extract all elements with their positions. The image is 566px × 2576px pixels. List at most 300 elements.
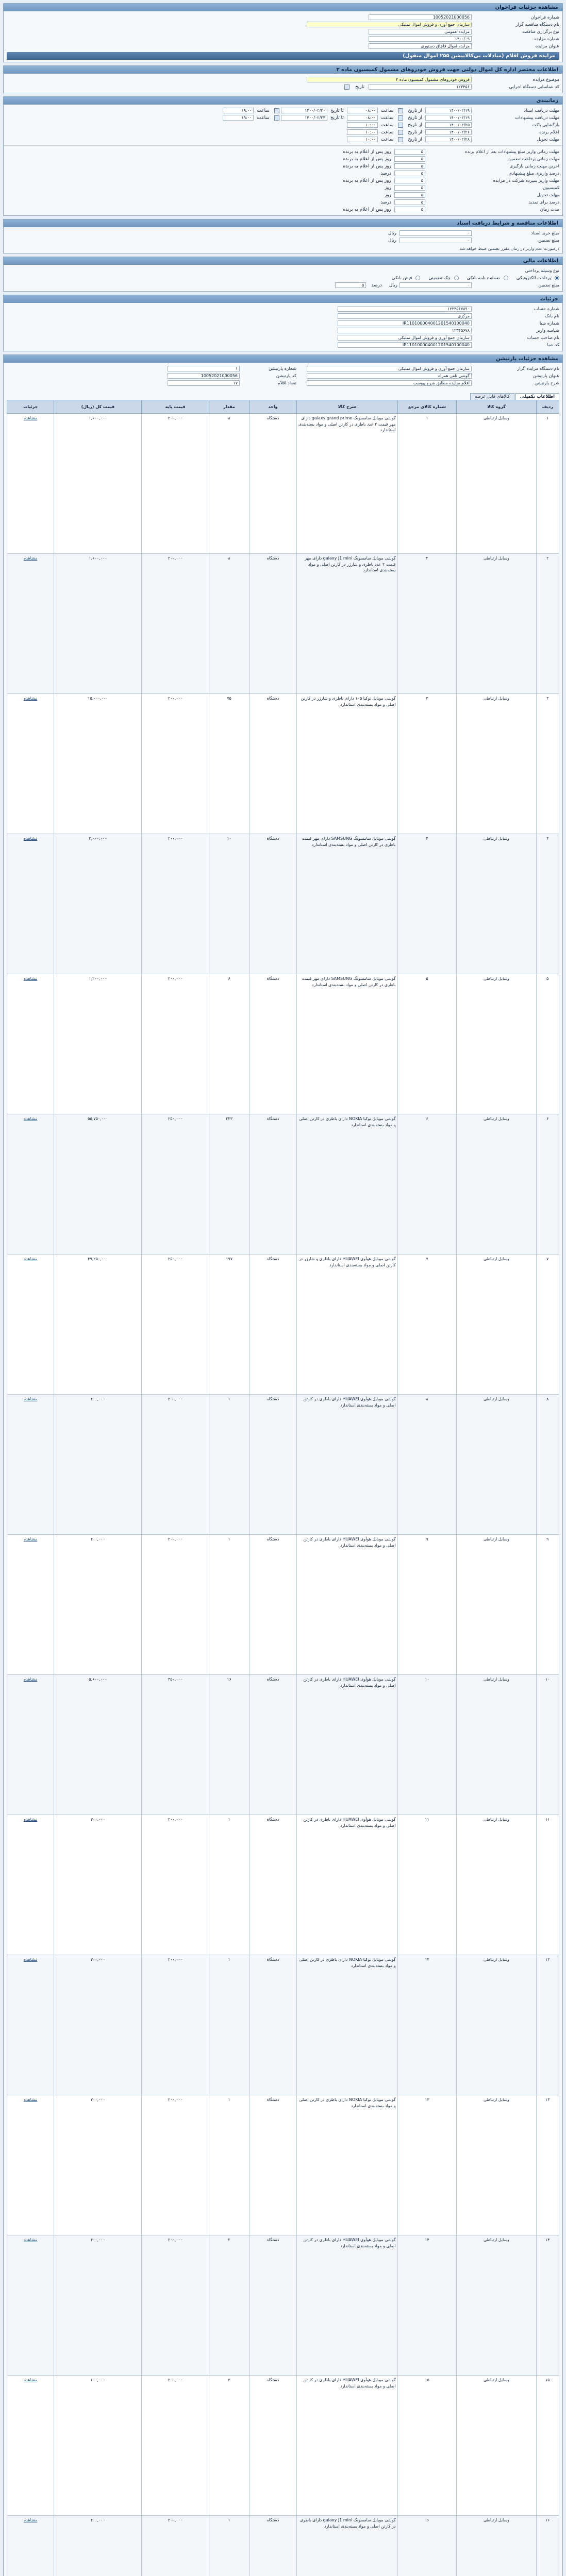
table-cell-c: ۱۱ xyxy=(397,1815,457,1955)
table-cell-u: دستگاه xyxy=(249,1255,296,1395)
hour-label: ساعت xyxy=(380,122,394,128)
column-header: جزئیات xyxy=(7,400,54,414)
table-cell-p: ۳۵۰,۰۰۰ xyxy=(142,1675,209,1815)
setting-5-row xyxy=(7,184,559,191)
account-0-field[interactable]: ۱۲۳۴۵۶۷۸۹۰ xyxy=(338,306,472,312)
unit-label: روز پس از اعلام به برنده xyxy=(343,149,391,155)
table-cell-t: ۲۰۰,۰۰۰ xyxy=(54,2516,142,2576)
table-cell-x[interactable]: مشاهده xyxy=(7,554,54,694)
unit-label: درصد xyxy=(380,171,391,176)
banner: مزایده فروش اقلام (مبادلات بی‌کالاییشن ۲۵۵ اموال منقول) xyxy=(7,52,559,60)
table-cell-g: وسایل ارتباطی xyxy=(457,1955,536,2095)
calendar-icon[interactable] xyxy=(398,130,403,135)
table-cell-x[interactable]: مشاهده xyxy=(7,1255,54,1395)
calendar-icon[interactable] xyxy=(274,108,279,113)
table-cell-x[interactable]: مشاهده xyxy=(7,414,54,554)
account-4-label: نام صاحب حساب xyxy=(527,335,559,341)
table-cell-q: ۳ xyxy=(209,2376,249,2516)
schedule-0-label: مهلت دریافت اسناد xyxy=(524,108,559,113)
table-cell-t: ۱,۶۰۰,۰۰۰ xyxy=(54,554,142,694)
unit-label: ریال xyxy=(388,238,396,243)
schedule-0-row xyxy=(7,107,559,114)
table-cell-t: ۴۰۰,۰۰۰ xyxy=(54,2235,142,2376)
table-cell-u: دستگاه xyxy=(249,554,296,694)
table-cell-x[interactable]: مشاهده xyxy=(7,1395,54,1535)
table-cell-n: ۱ xyxy=(536,414,559,554)
table-cell-x[interactable]: مشاهده xyxy=(7,2095,54,2235)
setting-2-row xyxy=(7,163,559,170)
table-cell-q: ۱ xyxy=(209,2516,249,2576)
tab-items[interactable]: کالاهای قابل عرضه xyxy=(470,393,514,400)
column-header: گروه کالا xyxy=(457,400,536,414)
unit-label: روز پس از اعلام به برنده xyxy=(343,178,391,183)
setting-2-field[interactable]: ۵ xyxy=(394,163,425,169)
setting-1-label: مهلت زمانی پرداخت تضمین xyxy=(508,156,559,162)
table-cell-p: ۲۰۰,۰۰۰ xyxy=(142,2376,209,2516)
setting-4-row xyxy=(7,177,559,184)
schedule-3-field[interactable]: ۱۴۰۰/۰۲/۲۶ xyxy=(425,129,472,135)
account-0-row xyxy=(7,306,559,312)
table-cell-q: ۱۹۷ xyxy=(209,1255,249,1395)
table-cell-p: ۲۰۰,۰۰۰ xyxy=(142,2516,209,2576)
table-cell-d: گوشی موبایل هوآوی HUAWEI دارای باطری در کارتن اصلی و مواد بسته‌بندی استاندارد xyxy=(296,1675,397,1815)
table-cell-n: ۲ xyxy=(536,554,559,694)
table-cell-d: گوشی موبایل نوکیا NOKIA دارای باطری در کارتن اصلی و مواد بسته‌بندی استاندارد xyxy=(296,2095,397,2235)
time-field[interactable]: ۰۸:۰۰ xyxy=(347,108,378,113)
time-to-field[interactable]: ۱۹:۰۰ xyxy=(223,108,254,113)
table-cell-g: وسایل ارتباطی xyxy=(457,1255,536,1395)
table-cell-x[interactable]: مشاهده xyxy=(7,834,54,974)
table-cell-n: ۱۴ xyxy=(536,2235,559,2376)
table-cell-n: ۷ xyxy=(536,1255,559,1395)
table-cell-g: وسایل ارتباطی xyxy=(457,414,536,554)
doc-1-label: مبلغ تضمین xyxy=(538,238,559,243)
percent-field[interactable]: ۵ xyxy=(335,282,366,288)
table-cell-g: وسایل ارتباطی xyxy=(457,974,536,1114)
account-1-field[interactable]: مرکزی xyxy=(338,313,472,319)
table-cell-x[interactable]: مشاهده xyxy=(7,1114,54,1255)
calendar-icon[interactable] xyxy=(398,115,403,121)
setting-0-field[interactable]: ۵ xyxy=(394,149,425,155)
table-cell-x[interactable]: مشاهده xyxy=(7,2516,54,2576)
table-cell-p: ۲۰۰,۰۰۰ xyxy=(142,694,209,834)
partition-1-field[interactable]: گوشی تلفن همراه xyxy=(307,373,472,379)
account-2-row xyxy=(7,320,559,327)
table-cell-p: ۲۰۰,۰۰۰ xyxy=(142,834,209,974)
time-field[interactable]: ۱۰:۰۰ xyxy=(347,129,378,135)
setting-0-label: مهلت زمانی واریز مبلغ پیشنهادات بعد از اعلام برنده xyxy=(464,149,559,155)
guarantee-amount-field[interactable]: ۰ xyxy=(399,282,472,288)
table-cell-n: ۹ xyxy=(536,1535,559,1675)
summary-section xyxy=(3,65,563,93)
table-cell-q: ۱ xyxy=(209,1815,249,1955)
schedule-2-field[interactable]: ۱۴۰۰/۰۲/۲۵ xyxy=(425,122,472,128)
setting-6-field[interactable]: ۵ xyxy=(394,192,425,198)
partition-0-label: نام دستگاه مزایده گزار xyxy=(517,366,559,371)
calendar-icon[interactable] xyxy=(274,115,279,121)
tender-4-label: عنوان مزایده xyxy=(535,43,559,49)
tender-3-label: شماره مزایده xyxy=(534,36,559,42)
table-cell-n: ۱۵ xyxy=(536,2376,559,2516)
hour-label: ساعت xyxy=(380,137,394,142)
setting-1-field[interactable]: ۵ xyxy=(394,156,425,162)
items-table xyxy=(7,400,559,2576)
table-cell-u: دستگاه xyxy=(249,2516,296,2576)
table-row xyxy=(7,1535,559,1675)
account-4-row xyxy=(7,334,559,341)
table-cell-u: دستگاه xyxy=(249,1535,296,1675)
table-cell-p: ۲۰۰,۰۰۰ xyxy=(142,554,209,694)
from-label: از تاریخ xyxy=(408,137,422,142)
table-cell-t: ۱۵,۰۰۰,۰۰۰ xyxy=(54,694,142,834)
table-cell-c: ۱۵ xyxy=(397,2376,457,2516)
doc-0-label: مبلغ خرید اسناد xyxy=(530,230,559,236)
table-row xyxy=(7,1255,559,1395)
partition-2-label: شرح پارتیشن xyxy=(534,380,559,386)
payment-guarantee-label: ضمانت نامه بانکی xyxy=(467,275,500,281)
table-cell-d: گوشی موبایل نوکیا ۱۰۵ دارای باطری و شارژر در کارتن اصلی و مواد بسته‌بندی استاندارد xyxy=(296,694,397,834)
table-cell-d: گوشی موبایل هوآوی HUAWEI دارای باطری در کارتن اصلی و مواد بسته‌بندی استاندارد xyxy=(296,2376,397,2516)
table-cell-u: دستگاه xyxy=(249,2235,296,2376)
setting-3-label: درصد واریزی مبلغ پیشنهادی xyxy=(508,171,559,176)
setting-8-field[interactable]: ۵ xyxy=(394,207,425,212)
calendar-icon[interactable] xyxy=(344,84,349,90)
table-row xyxy=(7,974,559,1114)
account-2-label: شماره شبا xyxy=(539,320,559,326)
table-row xyxy=(7,2516,559,2576)
partition-label-2: کد پارتیشن xyxy=(276,373,296,379)
table-cell-q: ۱ xyxy=(209,1955,249,2095)
table-cell-t: ۵۵,۷۵۰,۰۰۰ xyxy=(54,1114,142,1255)
doc-1-row xyxy=(7,237,559,244)
account-5-row xyxy=(7,342,559,348)
table-row xyxy=(7,414,559,554)
table-cell-q: ۱ xyxy=(209,1395,249,1535)
table-cell-p: ۲۵۰,۰۰۰ xyxy=(142,1114,209,1255)
tender-2-field[interactable]: مزایده عمومی xyxy=(369,29,472,35)
table-cell-d: گوشی موبایل هوآوی HUAWEI دارای باطری در کارتن اصلی و مواد بسته‌بندی استاندارد xyxy=(296,2235,397,2376)
table-cell-x[interactable]: مشاهده xyxy=(7,1955,54,2095)
table-cell-p: ۲۰۰,۰۰۰ xyxy=(142,414,209,554)
tender-4-field[interactable]: مزایده اموال قاچاق دستوری xyxy=(369,43,472,49)
tender-0-field[interactable]: 10052021000056 xyxy=(369,14,472,20)
table-cell-c: ۱ xyxy=(397,414,457,554)
partition-section xyxy=(3,354,563,2576)
schedule-4-row xyxy=(7,136,559,143)
table-cell-p: ۲۵۰,۰۰۰ xyxy=(142,1255,209,1395)
table-cell-q: ۸ xyxy=(209,414,249,554)
table-cell-d: گوشی موبایل نوکیا NOKIA دارای باطری در کارتن اصلی و مواد بسته‌بندی استاندارد xyxy=(296,1955,397,2095)
date-to-field[interactable]: ۱۴۰۰/۰۲/۲۴ xyxy=(281,115,327,121)
table-cell-p: ۲۰۰,۰۰۰ xyxy=(142,2235,209,2376)
table-cell-t: ۲۰۰,۰۰۰ xyxy=(54,1955,142,2095)
schedule-3-label: اعلام برنده xyxy=(539,129,559,135)
setting-4-label: مهلت واریز سپرده شرکت در مزایده xyxy=(493,178,559,183)
tender-3-field[interactable]: ۱۴۰۰/۰۹ xyxy=(369,36,472,42)
table-cell-c: ۳ xyxy=(397,694,457,834)
account-1-row xyxy=(7,313,559,319)
schedule-1-row xyxy=(7,114,559,121)
column-header: قیمت کل (ریال) xyxy=(54,400,142,414)
setting-6-row xyxy=(7,192,559,198)
tender-4-row xyxy=(7,43,559,49)
table-cell-n: ۱۰ xyxy=(536,1675,559,1815)
schedule-4-label: مهلت تحویل xyxy=(537,137,559,142)
column-header: قیمت پایه xyxy=(142,400,209,414)
schedule-1-label: مهلت دریافت پیشنهادات xyxy=(514,115,559,121)
setting-8-row xyxy=(7,206,559,213)
time-field[interactable]: ۰۸:۰۰ xyxy=(347,115,378,121)
table-cell-c: ۵ xyxy=(397,974,457,1114)
documents-section xyxy=(3,219,563,253)
table-cell-d: گوشی موبایل سامسونگ galaxy J1 mini دارای مهر قیمت ۲ عدد باطری و شارژر در کارتن اصلی و مواد بسته‌بندی استاندارد xyxy=(296,554,397,694)
table-cell-t: ۵,۶۰۰,۰۰۰ xyxy=(54,1675,142,1815)
setting-3-row xyxy=(7,170,559,177)
account-2-field[interactable]: IR110100004001201540100040 xyxy=(338,320,472,326)
payment-guarantee-radio[interactable] xyxy=(504,276,508,280)
table-cell-g: وسایل ارتباطی xyxy=(457,554,536,694)
table-cell-t: ۶۰۰,۰۰۰ xyxy=(54,2376,142,2516)
tender-2-row xyxy=(7,28,559,35)
unit-label: ریال xyxy=(388,230,396,236)
table-cell-u: دستگاه xyxy=(249,2095,296,2235)
section-header: جزئیات xyxy=(4,295,562,303)
setting-4-field[interactable]: ۵ xyxy=(394,178,425,183)
table-cell-p: ۲۰۰,۰۰۰ xyxy=(142,1815,209,1955)
table-cell-g: وسایل ارتباطی xyxy=(457,1675,536,1815)
tender-details-section xyxy=(3,3,563,62)
table-cell-g: وسایل ارتباطی xyxy=(457,834,536,974)
table-row xyxy=(7,2095,559,2235)
unit-label: روز xyxy=(384,192,391,198)
table-cell-u: دستگاه xyxy=(249,974,296,1114)
table-cell-d: گوشی موبایل هوآوی HUAWEI دارای باطری در کارتن اصلی و مواد بسته‌بندی استاندارد xyxy=(296,1815,397,1955)
schedule-0-field[interactable]: ۱۴۰۰/۰۲/۱۹ xyxy=(425,108,472,113)
setting-7-label: درصد برای تمدید xyxy=(528,199,559,205)
table-cell-d: گوشی موبایل سامسونگ galaxy J1 mini دارای باطری در کارتن اصلی و مواد بسته‌بندی استاندارد xyxy=(296,2516,397,2576)
percent-label: درصد xyxy=(371,282,382,288)
table-cell-t: ۲۰۰,۰۰۰ xyxy=(54,1395,142,1535)
branch-field[interactable]: ۱۲۳۴۵۶ xyxy=(369,84,472,90)
date-to-field[interactable]: ۱۴۰۰/۰۲/۲۰ xyxy=(281,108,327,113)
setting-5-field[interactable]: ۵ xyxy=(394,185,425,191)
table-cell-u: دستگاه xyxy=(249,1395,296,1535)
tender-2-label: نوع برگزاری مناقصه xyxy=(522,29,559,35)
hour-label: ساعت xyxy=(380,129,394,135)
payment-slip-label: فیش بانکی xyxy=(392,275,412,281)
time-field[interactable]: ۱۰:۰۰ xyxy=(347,122,378,128)
calendar-icon[interactable] xyxy=(398,137,403,142)
schedule-3-row xyxy=(7,129,559,135)
tender-3-row xyxy=(7,36,559,42)
setting-0-row xyxy=(7,148,559,155)
hour-label: ساعت xyxy=(257,115,270,121)
table-cell-c: ۴ xyxy=(397,834,457,974)
table-cell-t: ۲۰۰,۰۰۰ xyxy=(54,2095,142,2235)
table-cell-g: وسایل ارتباطی xyxy=(457,2376,536,2516)
partition-label-2: تعداد اقلام xyxy=(277,380,296,386)
partition-field-2[interactable]: ۱ xyxy=(168,366,240,371)
setting-2-label: آخرین مهلت زمانی بارگیری xyxy=(509,163,559,169)
table-row xyxy=(7,1114,559,1255)
tender-1-row xyxy=(7,21,559,28)
table-cell-x[interactable]: مشاهده xyxy=(7,974,54,1114)
table-cell-d: گوشی موبایل سامسونگ SAMSUNG دارای مهر قیمت باطری در کارتن اصلی و مواد بسته‌بندی استاندارد xyxy=(296,834,397,974)
table-cell-c: ۱۶ xyxy=(397,2516,457,2576)
table-cell-t: ۲۰۰,۰۰۰ xyxy=(54,1815,142,1955)
table-cell-d: گوشی موبایل سامسونگ SAMSUNG دارای مهر قیمت باطری در کارتن اصلی و مواد بسته‌بندی استاندارد xyxy=(296,974,397,1114)
unit-label: درصد xyxy=(380,199,391,205)
payment-cheque-radio[interactable] xyxy=(454,276,459,280)
tender-0-row xyxy=(7,14,559,21)
table-row xyxy=(7,694,559,834)
table-cell-x[interactable]: مشاهده xyxy=(7,2376,54,2516)
setting-7-field[interactable]: ۵ xyxy=(394,199,425,205)
account-3-field[interactable]: ۱۲۳۴۵۶۷۸ xyxy=(338,328,472,333)
table-cell-n: ۶ xyxy=(536,1114,559,1255)
unit-label: روز پس از اعلام به برنده xyxy=(343,163,391,169)
unit-label: روز xyxy=(384,185,391,191)
table-cell-n: ۱۱ xyxy=(536,1815,559,1955)
partition-label-2: شماره پارتیشن xyxy=(269,366,296,371)
schedule-2-label: بازگشایی پاکت xyxy=(532,122,559,128)
table-cell-u: دستگاه xyxy=(249,2376,296,2516)
table-cell-c: ۱۴ xyxy=(397,2235,457,2376)
to-label: تا تاریخ xyxy=(330,108,344,113)
partition-0-field[interactable]: سازمان جمع آوری و فروش اموال تملیکی xyxy=(307,366,472,371)
section-header: مشاهده جزئیات فراخوان xyxy=(4,4,562,11)
column-header: ردیف xyxy=(536,400,559,414)
column-header: مقدار xyxy=(209,400,249,414)
table-cell-g: وسایل ارتباطی xyxy=(457,1395,536,1535)
table-cell-d: گوشی موبایل نوکیا NOKIA دارای باطری در کارتن اصلی و مواد بسته‌بندی استاندارد xyxy=(296,1114,397,1255)
table-cell-d: گوشی موبایل هوآوی HUAWEI دارای باطری و شارژر در کارتن اصلی و مواد بسته‌بندی استاندارد xyxy=(296,1255,397,1395)
payment-method-label: نوع وسیله پرداختی xyxy=(525,268,559,274)
payment-cheque-label: چک تضمینی xyxy=(428,275,451,281)
setting-3-field[interactable]: ۵ xyxy=(394,171,425,176)
table-cell-q: ۶ xyxy=(209,974,249,1114)
table-row xyxy=(7,2235,559,2376)
unit-label: روز پس از اعلام به برنده xyxy=(343,156,391,162)
table-cell-q: ۱۰ xyxy=(209,834,249,974)
table-cell-c: ۲ xyxy=(397,554,457,694)
table-cell-g: وسایل ارتباطی xyxy=(457,2095,536,2235)
table-cell-c: ۷ xyxy=(397,1255,457,1395)
subject-field[interactable]: فروش خودروهای مشمول کمیسیون ماده ۲ xyxy=(307,77,472,82)
table-row xyxy=(7,1395,559,1535)
table-row xyxy=(7,554,559,694)
guarantee-amount-label: مبلغ تضمین xyxy=(538,282,559,288)
subject-label: موضوع مزایده xyxy=(532,77,559,82)
table-cell-x[interactable]: مشاهده xyxy=(7,1675,54,1815)
column-header: واحد xyxy=(249,400,296,414)
time-field[interactable]: ۱۰:۰۰ xyxy=(347,137,378,142)
schedule-1-field[interactable]: ۱۴۰۰/۰۲/۱۹ xyxy=(425,115,472,121)
partition-2-row xyxy=(7,380,559,386)
table-cell-g: وسایل ارتباطی xyxy=(457,2235,536,2376)
table-cell-n: ۵ xyxy=(536,974,559,1114)
table-cell-g: وسایل ارتباطی xyxy=(457,694,536,834)
table-row xyxy=(7,834,559,974)
doc-1-field[interactable]: ۰ xyxy=(399,238,472,243)
table-cell-q: ۲ xyxy=(209,2235,249,2376)
account-5-field[interactable]: IR110100004001201540100040 xyxy=(338,342,472,348)
tender-1-field[interactable]: سازمان جمع آوری و فروش اموال تملیکی xyxy=(307,22,472,27)
from-label: از تاریخ xyxy=(408,129,422,135)
column-header: شرح کالا xyxy=(296,400,397,414)
table-cell-d: گوشی موبایل هوآوی HUAWEI دارای باطری در کارتن اصلی و مواد بسته‌بندی استاندارد xyxy=(296,1395,397,1535)
setting-6-label: مهلت تحویل xyxy=(537,192,559,198)
account-3-label: شناسه واریز xyxy=(536,328,559,333)
table-cell-q: ۱ xyxy=(209,1535,249,1675)
from-label: از تاریخ xyxy=(408,115,422,121)
calendar-icon[interactable] xyxy=(398,123,403,128)
table-cell-u: دستگاه xyxy=(249,694,296,834)
table-cell-c: ۶ xyxy=(397,1114,457,1255)
partition-field-2[interactable]: 10052021000056 xyxy=(168,373,240,379)
schedule-4-field[interactable]: ۱۴۰۰/۰۲/۲۸ xyxy=(425,137,472,142)
calendar-icon[interactable] xyxy=(398,108,403,113)
tab-supplementary[interactable]: اطلاعات تکمیلی xyxy=(515,393,559,400)
account-3-row xyxy=(7,327,559,334)
hour-label: ساعت xyxy=(257,108,270,113)
setting-5-label: کمیسیون xyxy=(542,185,559,191)
payment-electronic-radio[interactable] xyxy=(555,276,559,280)
table-cell-d: گوشی موبایل هوآوی HUAWEI دارای باطری در کارتن اصلی و مواد بسته‌بندی استاندارد xyxy=(296,1535,397,1675)
payment-slip-radio[interactable] xyxy=(415,276,420,280)
table-cell-p: ۲۰۰,۰۰۰ xyxy=(142,1955,209,2095)
payment-electronic-label: پرداخت الکترونیکی xyxy=(516,275,551,281)
partition-1-row xyxy=(7,372,559,379)
table-cell-q: ۷۵ xyxy=(209,694,249,834)
table-cell-c: ۹ xyxy=(397,1535,457,1675)
table-cell-g: وسایل ارتباطی xyxy=(457,1535,536,1675)
partition-2-field[interactable]: اقلام مزایده مطابق شرح پیوست xyxy=(307,380,472,386)
schedule-section xyxy=(3,96,563,216)
section-header: اطلاعات مناقصه و شرایط دریافت اسناد xyxy=(4,219,562,227)
to-label: تا تاریخ xyxy=(330,115,344,121)
table-cell-u: دستگاه xyxy=(249,1114,296,1255)
partition-1-label: عنوان پارتیشن xyxy=(532,373,559,379)
table-cell-x[interactable]: مشاهده xyxy=(7,2235,54,2376)
currency-label: ریال xyxy=(389,282,397,288)
table-cell-t: ۴۹,۲۵۰,۰۰۰ xyxy=(54,1255,142,1395)
table-row xyxy=(7,1675,559,1815)
doc-0-field[interactable]: ۰ xyxy=(399,230,472,236)
partition-0-row xyxy=(7,365,559,372)
section-header: اطلاعات مالی xyxy=(4,257,562,265)
account-5-label: کد شبا xyxy=(547,342,559,348)
table-cell-u: دستگاه xyxy=(249,1815,296,1955)
table-cell-c: ۱۲ xyxy=(397,1955,457,2095)
table-cell-c: ۱۳ xyxy=(397,2095,457,2235)
table-cell-x[interactable]: مشاهده xyxy=(7,694,54,834)
table-cell-q: ۲۲۳ xyxy=(209,1114,249,1255)
table-cell-u: دستگاه xyxy=(249,834,296,974)
table-cell-x[interactable]: مشاهده xyxy=(7,1815,54,1955)
partition-tabs xyxy=(7,393,559,400)
table-cell-t: ۲,۰۰۰,۰۰۰ xyxy=(54,834,142,974)
from-label: از تاریخ xyxy=(408,122,422,128)
account-4-field[interactable]: سازمان جمع آوری و فروش اموال تملیکی xyxy=(338,335,472,341)
table-cell-x[interactable]: مشاهده xyxy=(7,1535,54,1675)
setting-7-row xyxy=(7,199,559,206)
table-cell-n: ۱۲ xyxy=(536,1955,559,2095)
unit-label: روز پس از اعلام به برنده xyxy=(343,207,391,212)
table-cell-q: ۱ xyxy=(209,2095,249,2235)
time-to-field[interactable]: ۱۹:۰۰ xyxy=(223,115,254,121)
partition-field-2[interactable]: ۱۷ xyxy=(168,380,240,386)
